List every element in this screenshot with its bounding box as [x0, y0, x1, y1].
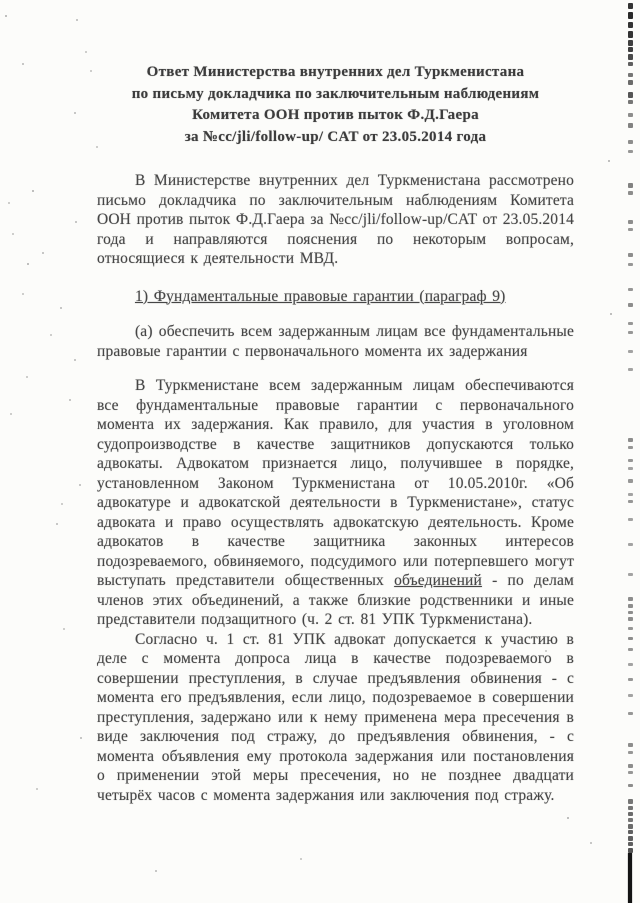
scan-edge-dash: [628, 22, 633, 28]
scan-edge-dash: [628, 446, 633, 449]
scan-edge-dash: [628, 637, 633, 640]
scan-edge-dash: [628, 493, 633, 496]
scan-edge-dash: [628, 799, 633, 804]
scan-edge-dash: [628, 54, 633, 60]
scan-edge-dash: [628, 263, 633, 266]
body-paragraph-1-underlined-word: объединений: [394, 572, 482, 589]
scan-noise-specks: [0, 0, 2, 2]
scan-edge-bar: [628, 853, 632, 903]
scan-edge-dash: [628, 331, 633, 334]
scan-edge-dash: [628, 784, 633, 787]
scan-edge-dash: [628, 842, 633, 846]
scan-edge-dash: [628, 350, 633, 353]
scan-edge-dash: [628, 3, 633, 9]
scan-edge-dash: [628, 663, 633, 666]
scan-edge-dash: [628, 31, 633, 38]
scan-edge-dash: [628, 191, 633, 195]
subitem-a-paragraph: (а) обеспечить всем задержанным лицам все фундаментальные правовые гарантии с первоначального момента их задержания: [97, 323, 574, 360]
document-title: [97, 62, 574, 148]
scan-edge-dash: [628, 500, 633, 503]
body-paragraph-1-text: В Туркменистане всем задержанным лицам обеспечиваются все фундаментальные правовые гарантии с первоначального момента их задержания. Как правило, для участия в уголовном судопроизводстве в качестве защитников допускаются только адвокаты. Адвокатом признается лицо, получившее в порядке, установленном Законом Туркменистана от 10.05.2010г. «Об адвокатуре и адвокатской деятельности в Туркменистане», статус адвоката и право осуществлять адвокатскую деятельность. Кроме адвокатов в качестве защитника законных интересов подозреваемого, обвиняемого, подсудимого или потерпевшего могут выступать представители общественных: [97, 377, 574, 589]
section-heading-text: 1) Фундаментальные правовые гарантии (параграф 9): [135, 287, 506, 305]
scan-edge-dash: [628, 712, 633, 715]
title-line-3: Комитета ООН против пыток Ф.Д.Гаера: [192, 107, 479, 123]
scan-edge-dash: [628, 830, 633, 834]
scan-edge-dash: [628, 824, 633, 829]
scan-edge-dash: [628, 806, 633, 810]
scan-edge-dash: [628, 62, 633, 66]
scan-edge-dash: [628, 253, 633, 257]
scan-edge-dash: [628, 140, 633, 144]
scan-edge-dash: [628, 438, 633, 442]
scan-edge-dash: [628, 183, 633, 188]
scan-edge-dash: [628, 627, 633, 630]
document-content: [97, 62, 574, 805]
scan-edge-dash: [628, 220, 633, 224]
scan-edge-marks: [626, 0, 640, 903]
scan-edge-dash: [628, 150, 633, 153]
scan-edge-dash: [628, 228, 633, 231]
scan-edge-dash: [628, 617, 633, 621]
scan-edge-dash: [628, 543, 633, 546]
section-heading: [97, 287, 574, 307]
scan-edge-dash: [628, 288, 633, 291]
scan-edge-dash: [628, 459, 633, 462]
scan-edge-dash: [628, 771, 633, 774]
scan-edge-dash: [628, 678, 633, 681]
title-line-1: Ответ Министерства внутренних дел Туркменистана: [146, 64, 525, 80]
scan-edge-dash: [628, 812, 633, 816]
scan-edge-dash: [628, 12, 633, 19]
scan-edge-dash: [628, 322, 633, 325]
scan-edge-dash: [628, 100, 633, 104]
scan-edge-dash: [628, 751, 633, 754]
scan-edge-dash: [628, 40, 633, 46]
scan-edge-dash: [628, 303, 633, 307]
scan-edge-dash: [628, 604, 633, 608]
scan-edge-dash: [628, 611, 633, 614]
title-line-4: за №cc/jli/follow-up/ CAT от 23.05.2014 года: [184, 128, 487, 145]
scan-edge-dash: [628, 123, 633, 128]
scan-edge-dash: [628, 743, 633, 747]
scan-edge-dash: [628, 479, 633, 483]
scan-edge-dash: [628, 113, 633, 117]
title-line-2: по письму докладчика по заключительным наблюдениям: [131, 85, 540, 102]
body-paragraph-2: Согласно ч. 1 ст. 81 УПК адвокат допускается к участию в деле с момента допроса лица в качестве подозреваемого в совершении преступления, в случае предъявления обвинения - с момента его предъявления, если лицо, подозреваемое в совершении преступления, задержано или к нему применена мера пресечения в виде заключения под стражу, до предъявления обвинения, - с момента объявления ему протокола задержания или постановления о применении этой меры пресечения, но не позднее двадцати четырёх часов с момента задержания или заключения под стражу.: [97, 630, 574, 804]
body-paragraph-1-text-end: - по делам членов этих объединений, а также близкие родственники и иные представители подзащитного (ч. 2 ст. 81 УПК Туркменистана).: [97, 572, 574, 628]
scan-edge-dash: [628, 92, 633, 98]
scan-edge-dash: [628, 73, 633, 77]
scan-edge-dash: [628, 836, 633, 841]
scan-edge-dash: [628, 47, 633, 52]
scan-edge-dash: [628, 597, 633, 601]
scan-edge-dash: [628, 80, 633, 85]
scan-edge-dash: [628, 818, 633, 822]
scan-edge-dash: [628, 694, 633, 697]
scan-edge-dash: [628, 648, 633, 651]
scan-edge-dash: [628, 764, 633, 768]
intro-paragraph: В Министерстве внутренних дел Туркменистана рассмотрено письмо докладчика по заключительным наблюдениям Комитета ООН против пыток Ф.Д.Гаера за №cc/jli/follow-up/CAT от 23.05.2014 года и направляются пояснения по некоторым вопросам, относящиеся к деятельности МВД.: [97, 172, 574, 267]
scan-edge-dash: [628, 518, 633, 521]
scan-edge-dash: [628, 368, 633, 371]
scan-edge-dash: [628, 467, 633, 470]
scan-edge-dash: [628, 573, 633, 576]
body-paragraph-1: [97, 376, 574, 630]
